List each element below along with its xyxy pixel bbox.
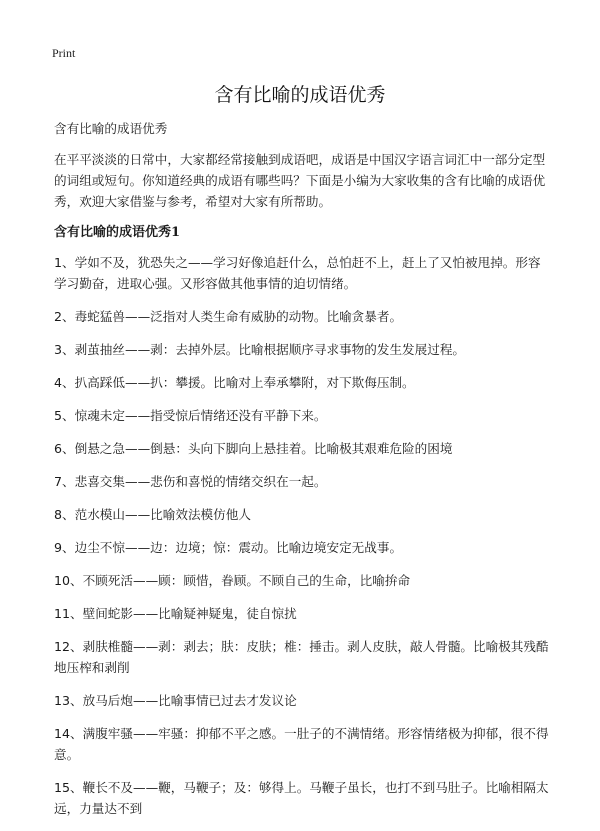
idiom-list	[54, 252, 550, 819]
list-item: 9、边尘不惊——边：边境；惊：震动。比喻边境安定无战事。	[54, 540, 403, 555]
list-item: 14、满腹牢骚——牢骚：抑郁不平之感。一肚子的不满情绪。形容情绪极为抑郁，很不得意。	[54, 726, 549, 762]
list-item: 11、壁间蛇影——比喻疑神疑鬼，徒自惊扰	[54, 606, 297, 621]
document-body	[54, 118, 550, 831]
list-item: 10、不顾死活——顾：顾惜，眷顾。不顾自己的生命，比喻拚命	[54, 573, 411, 588]
list-item: 12、剥肤椎髓——剥：剥去；肤：皮肤；椎：捶击。剥人皮肤，敲人骨髓。比喻极其残酷地压榨和剥削	[54, 639, 549, 675]
list-item: 15、鞭长不及——鞭，马鞭子；及：够得上。马鞭子虽长，也打不到马肚子。比喻相隔太远，力量达不到	[54, 780, 549, 816]
list-item: 6、倒悬之急——倒悬：头向下脚向上悬挂着。比喻极其艰难危险的困境	[54, 441, 453, 456]
list-item: 5、惊魂未定——指受惊后情绪还没有平静下来。	[54, 408, 327, 423]
list-item: 3、剥茧抽丝——剥：去掉外层。比喻根据顺序寻求事物的发生发展过程。	[54, 342, 466, 357]
list-item: 7、悲喜交集——悲伤和喜悦的情绪交织在一起。	[54, 474, 327, 489]
subtitle: 含有比喻的成语优秀	[54, 121, 168, 136]
list-item: 13、放马后炮——比喻事情已过去才发议论	[54, 693, 297, 708]
document-title: 含有比喻的成语优秀	[214, 84, 386, 106]
list-item: 4、扒高踩低——扒：攀援。比喻对上奉承攀附，对下欺侮压制。	[54, 375, 415, 390]
section-heading: 含有比喻的成语优秀1	[54, 225, 181, 240]
print-label[interactable]: Print	[52, 46, 76, 60]
list-item: 1、学如不及，犹恐失之——学习好像追赶什么，总怕赶不上，赶上了又怕被甩掉。形容学习勤奋，进取心强。又形容做其他事情的迫切情绪。	[54, 255, 541, 291]
list-item: 8、范水模山——比喻效法模仿他人	[54, 507, 251, 522]
list-item: 2、毒蛇猛兽——泛指对人类生命有威胁的动物。比喻贪暴者。	[54, 309, 403, 324]
intro-paragraph: 在平平淡淡的日常中，大家都经常接触到成语吧，成语是中国汉字语言词汇中一部分定型的词组或短句。你知道经典的成语有哪些吗？下面是小编为大家收集的含有比喻的成语优秀，欢迎大家借鉴与参考，希望对大家有所帮助。	[54, 152, 546, 209]
